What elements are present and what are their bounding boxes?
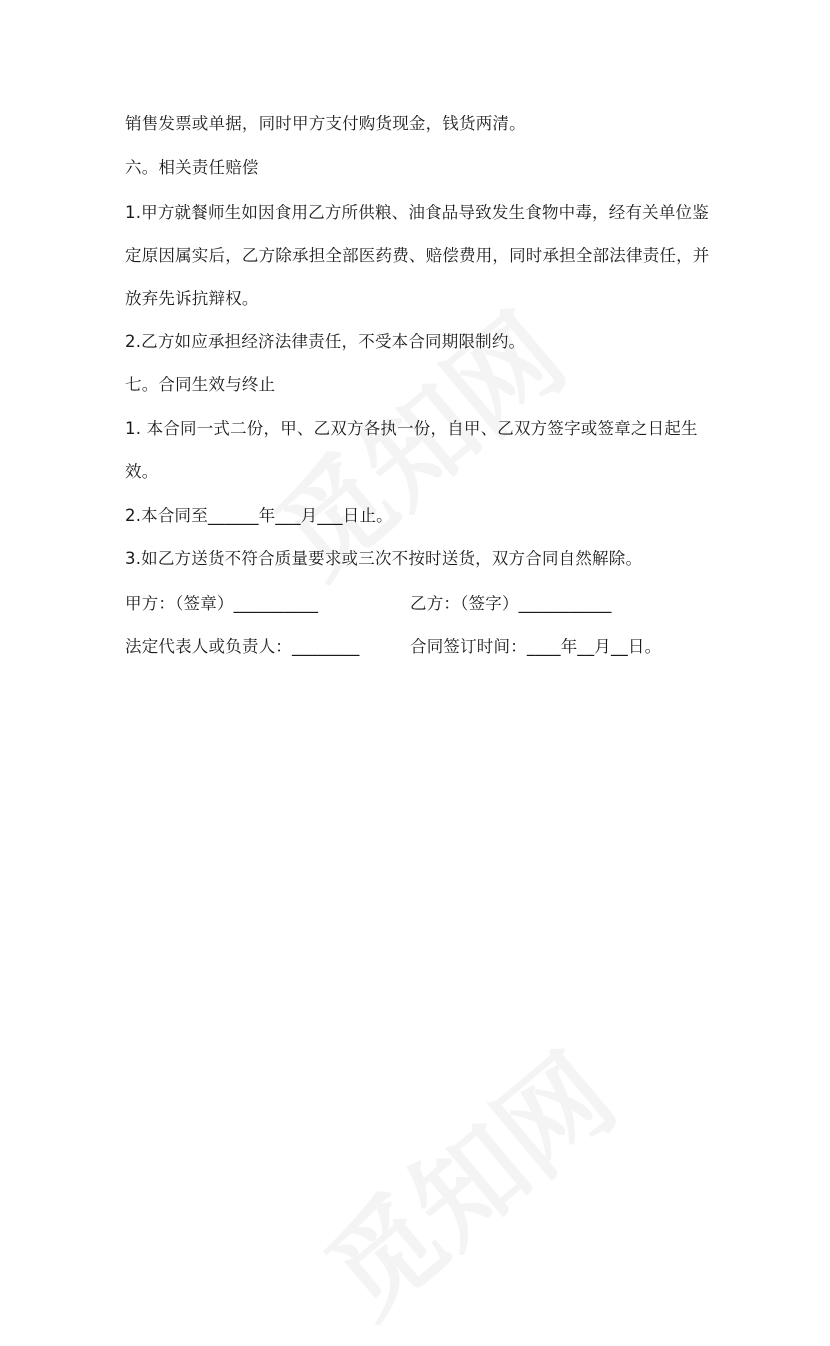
paragraph-line-3: 1.甲方就餐师生如因食用乙方所供粮、油食品导致发生食物中毒，经有关单位鉴 [125,203,709,222]
paragraph-line-10: 2.本合同至______年___月___日止。 [125,506,393,525]
paragraph-line-11: 3.如乙方送货不符合质量要求或三次不按时送货，双方合同自然解除。 [125,549,643,568]
section-heading-7: 七。合同生效与终止 [125,375,276,394]
legal-representative: 法定代表人或负责人：________ [125,637,360,656]
watermark-bottom [288,1012,642,1345]
paragraph-line-6: 2.乙方如应承担经济法律责任，不受本合同期限制约。 [125,332,526,351]
paragraph-line-5: 放弃先诉抗辩权。 [125,289,259,308]
contract-sign-date: 合同签订时间：____年__月__日。 [410,637,662,656]
paragraph-line-1: 销售发票或单据，同时甲方支付购货现金，钱货两清。 [125,114,526,133]
paragraph-line-9: 效。 [125,462,159,481]
paragraph-line-8: 1. 本合同一式二份，甲、乙双方各执一份，自甲、乙双方签字或签章之日起生 [125,419,698,438]
section-heading-6: 六。相关责任赔偿 [125,158,259,177]
party-b-signature: 乙方：（签字）___________ [410,594,612,613]
paragraph-line-4: 定原因属实后，乙方除承担全部医药费、赔偿费用，同时承担全部法律责任，并 [125,246,710,265]
party-a-signature: 甲方：（签章）__________ [125,594,319,613]
